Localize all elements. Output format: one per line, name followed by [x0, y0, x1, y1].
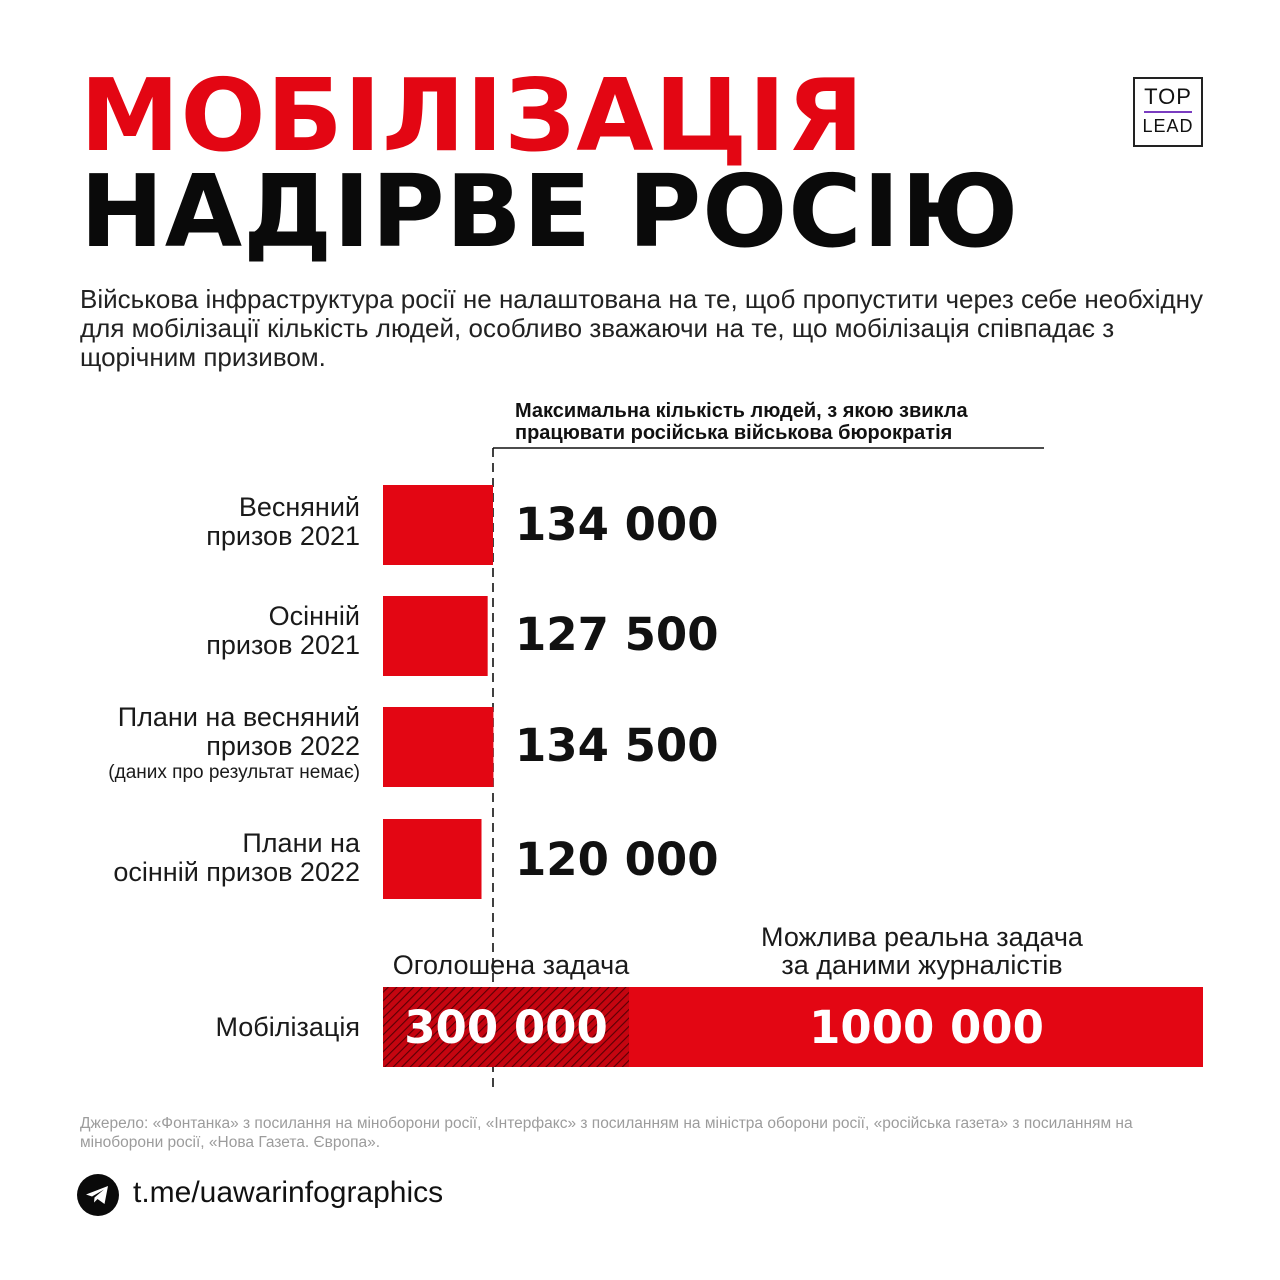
bar-1: [383, 596, 488, 676]
source-note: Джерело: «Фонтанка» з посилання на міноборони росії, «Інтерфакс» з посиланням на міністра оборони росії, «російська газета» з посиланням на міноборони росії, «Нова Газета. Європа».: [80, 1115, 1133, 1151]
category-label-2-line-2: призов 2022: [206, 731, 360, 761]
possible-task-label: [712, 923, 1132, 979]
mobilization-label: Мобілізація: [215, 1012, 360, 1042]
category-label-1-line-2: призов 2021: [206, 630, 360, 660]
category-label-2: [108, 703, 360, 785]
possible-task-label-line-1: Можлива реальна задача: [761, 922, 1083, 952]
bar-3: [383, 819, 482, 899]
category-label-0-line-1: Весняний: [238, 492, 360, 522]
value-label-2: 134 500: [515, 719, 719, 772]
telegram-link[interactable]: t.me/uawarinfographics: [133, 1176, 444, 1209]
category-label-0-line-2: призов 2021: [206, 521, 360, 551]
bar-0: [383, 485, 493, 565]
category-label-1-line-1: Осінній: [268, 601, 360, 631]
category-label-3-line-1: Плани на: [242, 828, 360, 858]
title-line-2: НАДІРВЕ РОСІЮ: [80, 153, 1020, 270]
category-label-3: [113, 829, 360, 887]
possible-task-label-line-2: за даними журналістів: [781, 950, 1063, 980]
value-label-1: 127 500: [515, 608, 719, 661]
chart-header-note: Максимальна кількість людей, з якою звикла працювати російська військова бюрократія: [515, 400, 968, 444]
category-label-3-line-2: осінній призов 2022: [113, 857, 360, 887]
category-label-1: [206, 602, 360, 660]
value-label-3: 120 000: [515, 833, 719, 886]
announced-value-label: 300 000: [404, 1001, 608, 1054]
telegram-icon: [77, 1174, 119, 1216]
value-label-0: 134 000: [515, 498, 719, 551]
logo-bottom-text: LEAD: [1142, 116, 1194, 136]
bar-2: [383, 707, 493, 787]
category-label-2-note: (даних про результат немає): [108, 762, 360, 783]
category-label-0: [206, 493, 360, 551]
announced-task-label: Оголошена задача: [392, 950, 630, 980]
category-label-2-line-1: Плани на весняний: [117, 702, 360, 732]
possible-value-label: 1000 000: [809, 1001, 1044, 1054]
title-line-1: МОБІЛІЗАЦІЯ: [80, 57, 865, 174]
logo-top-text: TOP: [1144, 84, 1192, 109]
subtitle: Військова інфраструктура росії не налаштована на те, щоб пропустити через себе необхідну для мобілізації кількість людей, особливо зважаючи на те, що мобілізація співпадає з щорічним призивом.: [80, 284, 1204, 372]
